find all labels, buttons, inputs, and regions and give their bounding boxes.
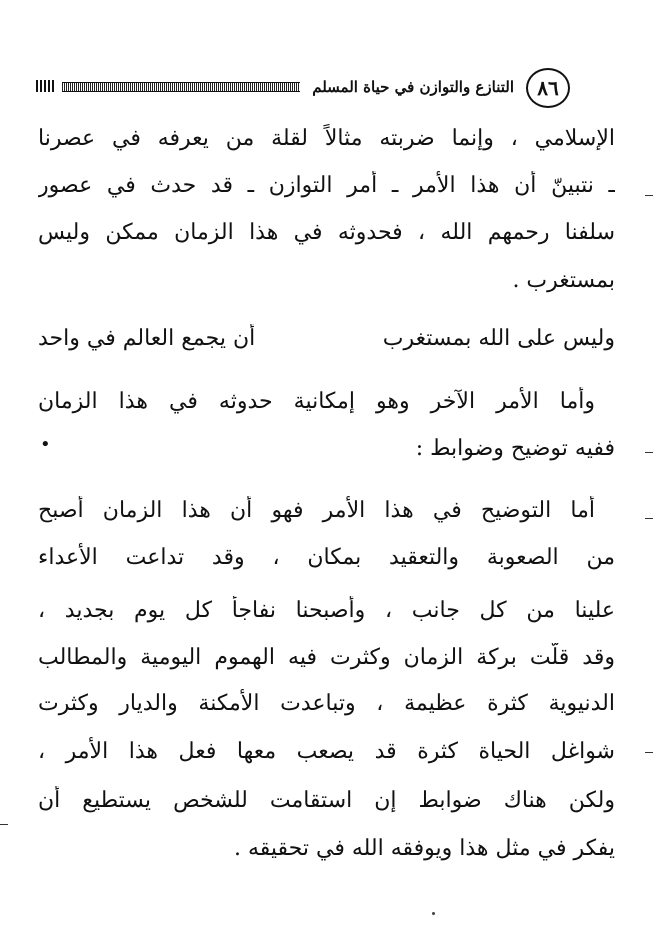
scan-mark bbox=[645, 195, 653, 196]
running-title: التنازع والتوازن في حياة المسلم bbox=[312, 78, 514, 96]
verse-first-hemistich: وليس على الله بمستغرب bbox=[382, 326, 615, 351]
bullet-mark: • bbox=[40, 434, 51, 455]
verse-line bbox=[38, 324, 615, 354]
text-line: ولكن هناك ضوابط إن استقامت للشخص يستطيع أن bbox=[38, 788, 615, 813]
text-line: سلفنا رحمهم الله ، فحدوثه في هذا الزمان ممكن وليس bbox=[38, 220, 615, 245]
text-line: ففيه توضيح وضوابط : bbox=[415, 436, 615, 461]
scan-mark bbox=[645, 752, 653, 753]
text-line: الإسلامي ، وإنما ضربته مثالاً لقلة من يعرفه في عصرنا bbox=[38, 126, 615, 151]
header-rule-decoration bbox=[62, 82, 300, 92]
text-line: ـ نتبينّ أن هذا الأمر ـ أمر التوازن ـ قد حدث في عصور bbox=[38, 173, 615, 198]
header-end-mark bbox=[36, 80, 54, 92]
text-line: من الصعوبة والتعقيد بمكان ، وقد تداعت الأعداء bbox=[38, 545, 615, 570]
text-line: أما التوضيح في هذا الأمر فهو أن هذا الزمان أصبح bbox=[38, 498, 595, 523]
text-line: وقد قلّت بركة الزمان وكثرت فيه الهموم اليومية والمطالب bbox=[38, 645, 615, 670]
text-line: الدنيوية كثرة عظيمة ، وتباعدت الأمكنة والديار وكثرت bbox=[38, 691, 615, 716]
page-number: ٨٦ bbox=[526, 68, 570, 108]
text-line: بمستغرب . bbox=[512, 268, 615, 293]
text-line: شواغل الحياة كثرة قد يصعب معها فعل هذا الأمر ، bbox=[38, 739, 615, 764]
scan-mark bbox=[645, 518, 653, 519]
verse-second-hemistich: أن يجمع العالم في واحد bbox=[38, 326, 256, 351]
scan-dot bbox=[432, 912, 435, 915]
scan-mark bbox=[645, 452, 653, 453]
scan-mark bbox=[0, 824, 8, 825]
text-line: وأما الأمر الآخر وهو إمكانية حدوثه في هذا الزمان bbox=[38, 389, 595, 414]
text-line: يفكر في مثل هذا ويوفقه الله في تحقيقه . bbox=[234, 836, 615, 861]
running-header bbox=[30, 68, 570, 108]
text-line: علينا من كل جانب ، وأصبحنا نفاجأ كل يوم بجديد ، bbox=[38, 598, 615, 623]
